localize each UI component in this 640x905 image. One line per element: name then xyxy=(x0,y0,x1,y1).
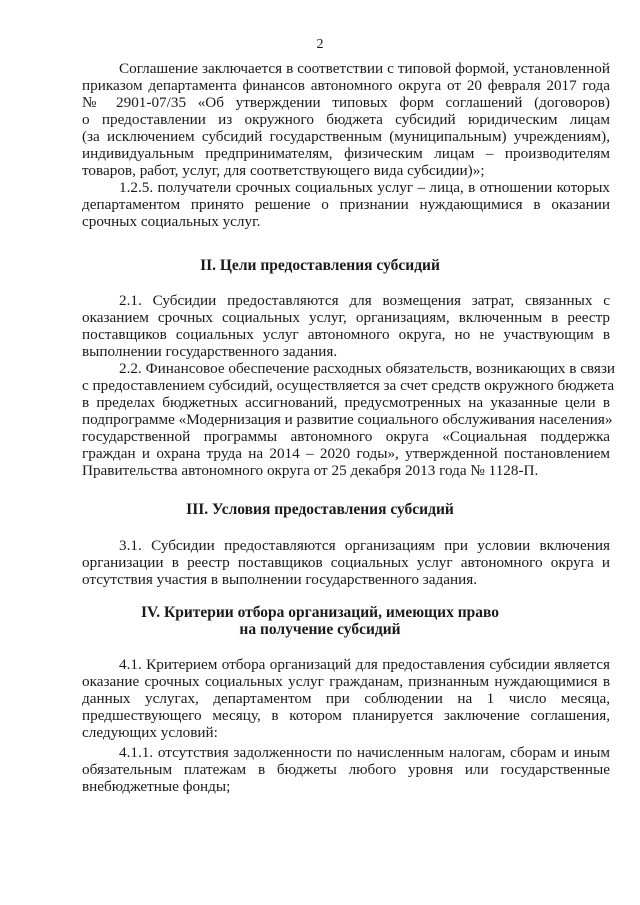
text-line: следующих условий: xyxy=(82,724,218,741)
paragraph-1-2-5 xyxy=(82,179,610,230)
text-line: поставщиков социальных услуг автономного округа, но не участвующим в xyxy=(82,326,610,343)
text-line: 2.1. Субсидии предоставляются для возмещения затрат, связанных с xyxy=(119,292,610,309)
page-number: 2 xyxy=(316,37,324,52)
heading-section-2: II. Цели предоставления субсидий xyxy=(200,257,440,274)
text-line: предшествующего месяцу, в котором планируется заключение соглашения, xyxy=(82,707,610,724)
paragraph-3-1 xyxy=(82,537,610,588)
paragraph-4-1-1 xyxy=(82,744,610,795)
text-line: обязательным платежам в бюджеты любого уровня или государственные xyxy=(82,761,610,778)
heading-section-4-line-1: IV. Критерии отбора организаций, имеющих право xyxy=(140,604,500,621)
text-line: № 2901-07/35 «Об утверждении типовых форм соглашений (договоров) xyxy=(82,94,610,111)
text-line: данных услугах, департаментом при соблюдении на 1 число месяца, xyxy=(82,690,610,707)
text-line: срочных социальных услуг. xyxy=(82,213,261,230)
text-line: оказание срочных социальных услуг гражданам, признанным нуждающимися в xyxy=(82,673,610,690)
heading-section-4-line-2: на получение субсидий xyxy=(239,621,401,638)
text-line: 4.1.1. отсутствия задолженности по начисленным налогам, сборам и иным xyxy=(119,744,610,761)
text-line: выполнении государственного задания. xyxy=(82,343,338,360)
text-line: в пределах бюджетных ассигнований, предусмотренных на указанные цели в xyxy=(82,394,610,411)
paragraph-4-1 xyxy=(82,656,610,741)
heading-section-3: III. Условия предоставления субсидий xyxy=(186,501,454,518)
paragraph-agreement xyxy=(82,60,610,179)
text-line: 4.1. Критерием отбора организаций для предоставления субсидии является xyxy=(119,656,610,673)
text-line: товаров, работ, услуг, для соответствующего вида субсидии)»; xyxy=(82,162,485,179)
text-line: приказом департамента финансов автономного округа от 20 февраля 2017 года xyxy=(82,77,610,94)
text-line: 1.2.5. получатели срочных социальных услуг – лица, в отношении которых xyxy=(119,179,610,196)
text-line: 3.1. Субсидии предоставляются организациям при условии включения xyxy=(119,537,610,554)
text-line: внебюджетные фонды; xyxy=(82,778,231,795)
text-line: отсутствия участия в выполнении государственного задания. xyxy=(82,571,477,588)
text-line: департаментом принято решение о признании нуждающимися в оказании xyxy=(82,196,610,213)
text-line: организации в реестр поставщиков социальных услуг автономного округа и xyxy=(82,554,610,571)
text-line: индивидуальным предпринимателям, физическим лицам – производителям xyxy=(82,145,610,162)
text-line: оказанием срочных социальных услуг, организациям, включенным в реестр xyxy=(82,309,610,326)
text-line: с предоставлением субсидий, осуществляется за счет средств окружного бюджета xyxy=(82,377,615,394)
text-line: граждан и охрана труда на 2014 – 2020 годы», утвержденной постановлением xyxy=(82,445,610,462)
text-line: подпрограмме «Модернизация и развитие социального обслуживания населения» xyxy=(82,411,613,428)
text-line: государственной программы автономного округа «Социальная поддержка xyxy=(82,428,610,445)
paragraph-2-1 xyxy=(82,292,610,360)
paragraph-2-2 xyxy=(82,360,616,479)
text-line: о предоставлении из окружного бюджета субсидий юридическим лицам xyxy=(82,111,610,128)
text-line: Правительства автономного округа от 25 декабря 2013 года № 1128-П. xyxy=(82,462,539,479)
text-line: Соглашение заключается в соответствии с типовой формой, установленной xyxy=(119,60,610,77)
text-line: 2.2. Финансовое обеспечение расходных обязательств, возникающих в связи xyxy=(119,360,616,377)
text-line: (за исключением субсидий государственным (муниципальным) учреждениям), xyxy=(82,128,610,145)
